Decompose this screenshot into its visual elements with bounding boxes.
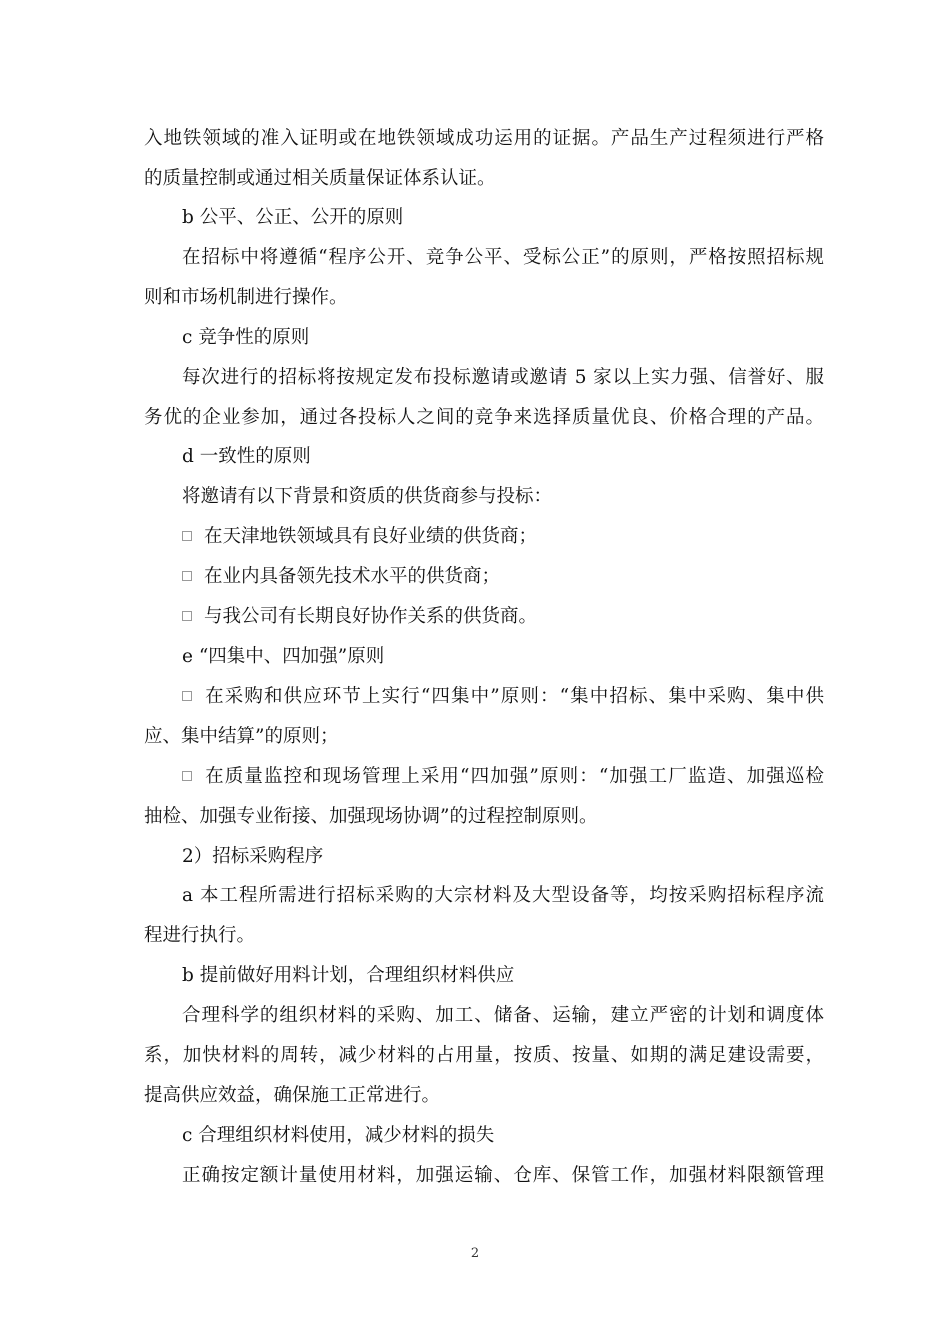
list-item — [182, 605, 824, 629]
paragraph-line: 程进行执行。 — [144, 925, 256, 946]
section-heading: c 竞争性的原则 — [182, 327, 310, 348]
list-item-text: 在采购和供应环节上实行“四集中”原则：“集中招标、集中采购、集中供 — [204, 686, 824, 707]
paragraph-line: 将邀请有以下背景和资质的供货商参与投标： — [182, 486, 553, 507]
list-item-text: 在质量监控和现场管理上采用“四加强”原则：“加强工厂监造、加强巡检 — [204, 766, 824, 787]
paragraph-line: 则和市场机制进行操作。 — [144, 287, 348, 308]
list-item-text: 在业内具备领先技术水平的供货商； — [204, 566, 501, 587]
list-item-text: 在天津地铁领域具有良好业绩的供货商； — [204, 526, 538, 547]
list-item-text: 与我公司有长期良好协作关系的供货商。 — [204, 606, 538, 627]
paragraph-line: 应、集中结算”的原则； — [144, 726, 339, 747]
section-heading: b 提前做好用料计划，合理组织材料供应 — [182, 965, 515, 986]
list-item — [182, 565, 824, 589]
paragraph-line: 入地铁领域的准入证明或在地铁领域成功运用的证据。产品生产过程须进行严格 — [144, 128, 824, 149]
section-heading: d 一致性的原则 — [182, 446, 311, 467]
checkbox-bullet-icon — [182, 771, 192, 781]
section-heading: c 合理组织材料使用，减少材料的损失 — [182, 1125, 495, 1146]
paragraph-line: 的质量控制或通过相关质量保证体系认证。 — [144, 168, 496, 189]
page-number: 2 — [470, 1246, 480, 1261]
paragraph-line: 务优的企业参加，通过各投标人之间的竞争来选择质量优良、价格合理的产品。 — [144, 407, 824, 428]
paragraph-line: a 本工程所需进行招标采购的大宗材料及大型设备等，均按采购招标程序流 — [182, 885, 824, 906]
section-heading: b 公平、公正、公开的原则 — [182, 207, 404, 228]
paragraph-line: 每次进行的招标将按规定发布投标邀请或邀请 5 家以上实力强、信誉好、服 — [182, 367, 824, 388]
paragraph-line: 系，加快材料的周转，减少材料的占用量，按质、按量、如期的满足建设需要， — [144, 1045, 824, 1066]
checkbox-bullet-icon — [182, 611, 192, 621]
paragraph-line: 合理科学的组织材料的采购、加工、储备、运输，建立严密的计划和调度体 — [182, 1005, 824, 1026]
checkbox-bullet-icon — [182, 691, 192, 701]
paragraph-line: 在招标中将遵循“程序公开、竞争公平、受标公正”的原则，严格按照招标规 — [182, 247, 824, 268]
paragraph-line: 抽检、加强专业衔接、加强现场协调”的过程控制原则。 — [144, 806, 598, 827]
paragraph-line: 提高供应效益，确保施工正常进行。 — [144, 1085, 441, 1106]
list-item — [182, 525, 824, 549]
section-heading: e “四集中、四加强”原则 — [182, 646, 385, 667]
checkbox-bullet-icon — [182, 571, 192, 581]
list-item — [182, 685, 824, 709]
checkbox-bullet-icon — [182, 531, 192, 541]
section-heading: 2）招标采购程序 — [182, 846, 324, 867]
paragraph-line: 正确按定额计量使用材料，加强运输、仓库、保管工作，加强材料限额管理 — [182, 1165, 824, 1186]
list-item — [182, 765, 824, 789]
